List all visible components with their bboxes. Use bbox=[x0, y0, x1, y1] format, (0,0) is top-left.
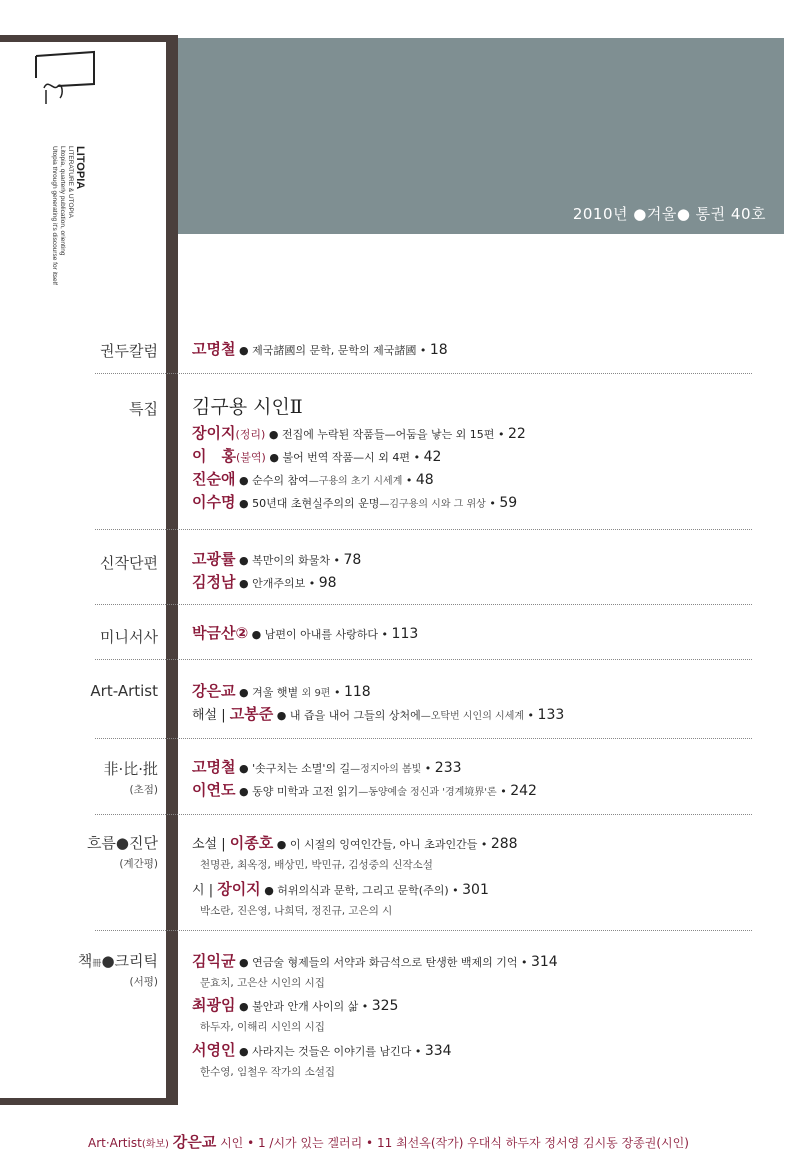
header-color-block bbox=[178, 38, 784, 234]
toc-entry[interactable]: 고명철 ● '솟구치는 소멸'의 길—정지아의 봄빛 • 233 bbox=[192, 758, 462, 776]
criticism-label-text: 非·比·批 bbox=[103, 760, 158, 778]
logo-name: LITOPIA bbox=[74, 146, 86, 190]
toc-note: 천명관, 최옥정, 배상민, 박민규, 김성중의 신작소설 bbox=[200, 859, 433, 871]
toc-entry[interactable]: 이수명 ● 50년대 초현실주의의 운명—김구용의 시와 그 위상 • 59 bbox=[192, 493, 518, 511]
toc-entry[interactable]: 이 홍(불역) ● 불어 번역 작품—시 외 4편 • 42 bbox=[192, 447, 442, 465]
toc-entry[interactable]: 해설 | 고봉준 ● 내 즙을 내어 그들의 상처에—오탁번 시인의 시세계 • 133 bbox=[192, 705, 565, 723]
section-label-book-critique bbox=[78, 950, 158, 989]
toc-note: 하두자, 이해리 시인의 시집 bbox=[200, 1021, 325, 1033]
toc-entry[interactable]: 진순애 ● 순수의 참여—구용의 초기 시세계 • 48 bbox=[192, 470, 434, 488]
section-label-art-artist: Art-Artist bbox=[90, 682, 158, 700]
section-label-column: 권두칼럼 bbox=[100, 342, 158, 360]
section-label-short-story: 신작단편 bbox=[100, 554, 158, 572]
toc-entry[interactable]: 박금산② ● 남편이 아내를 사랑하다 • 113 bbox=[192, 624, 419, 642]
toc-entry[interactable]: 이연도 ● 동양 미학과 고전 읽기—동양예술 정신과 '경계境界'론 • 242 bbox=[192, 781, 537, 799]
toc-entry[interactable]: 고광률 ● 복만이의 화물차 • 78 bbox=[192, 550, 362, 568]
toc-note: 박소란, 진은영, 나희덕, 정진규, 고은의 시 bbox=[200, 905, 393, 917]
toc-entry[interactable]: 고명철 ● 제국諸國의 문학, 문학의 제국諸國 • 18 bbox=[192, 340, 448, 358]
toc-entry[interactable]: 소설 | 이종호 ● 이 시절의 잉여인간들, 아니 초과인간들 • 288 bbox=[192, 834, 518, 852]
footer-art-paren: (화보) bbox=[141, 1139, 169, 1150]
toc-entry[interactable]: 김정남 ● 안개주의보 • 98 bbox=[192, 573, 337, 591]
logo-line-2: Litopia, quarterly publication, orienting bbox=[59, 146, 66, 256]
section-label-flow bbox=[87, 832, 158, 871]
section-label-mini-epic: 미니서사 bbox=[100, 628, 158, 646]
section-divider bbox=[95, 930, 752, 931]
criticism-sub: (초점) bbox=[129, 784, 158, 796]
toc-entry[interactable]: 강은교 ● 겨울 햇볕 외 9편 • 118 bbox=[192, 682, 371, 700]
toc-entry[interactable]: 장이지(정리) ● 전집에 누락된 작품들—어둠을 낳는 외 15편 • 22 bbox=[192, 424, 526, 442]
footer-poet-role: 시인 • 1 / bbox=[220, 1136, 274, 1150]
logo-line-3: Utopia through generating it's discourse for itself bbox=[51, 146, 58, 285]
logo-frame-icon bbox=[24, 48, 104, 108]
toc-entry[interactable]: 시 | 장이지 ● 허위의식과 문학, 그리고 문학(주의) • 301 bbox=[192, 880, 489, 898]
frame-top-bar bbox=[0, 35, 178, 42]
frame-bottom-bar bbox=[0, 1098, 178, 1105]
book-label-b: ●크리틱 bbox=[101, 952, 158, 970]
issue-info: 2010년 ●겨울● 통권 40호 bbox=[572, 205, 766, 223]
logo-line-1: LITERATURE & UTOPIA bbox=[67, 146, 74, 218]
flow-label-text: 흐름●진단 bbox=[86, 834, 158, 852]
footer-artists: 최선옥(작가) 우대식 하두자 정서영 김시동 장종권(시인) bbox=[396, 1136, 689, 1150]
section-divider bbox=[95, 529, 752, 530]
footer-poet: 강은교 bbox=[172, 1133, 217, 1151]
section-label-feature: 특집 bbox=[129, 400, 158, 418]
logo-text bbox=[50, 146, 86, 285]
feature-title: 김구용 시인Ⅱ bbox=[192, 396, 303, 418]
litopia-logo bbox=[24, 48, 144, 285]
toc-entry[interactable]: 서영인 ● 사라지는 것들은 이야기를 남긴다 • 334 bbox=[192, 1041, 452, 1059]
toc-note: 문효치, 고은산 시인의 시집 bbox=[200, 977, 325, 989]
toc-note: 한수영, 임철우 작가의 소설집 bbox=[200, 1066, 336, 1078]
section-label-criticism bbox=[103, 758, 158, 797]
section-divider bbox=[95, 373, 752, 374]
book-label-mid: 冊 bbox=[92, 959, 102, 969]
book-critique-sub: (서평) bbox=[129, 976, 158, 988]
footer-credits bbox=[88, 1131, 689, 1152]
section-divider bbox=[95, 659, 752, 660]
book-label-a: 책 bbox=[77, 952, 93, 970]
footer-art-artist: Art·Artist bbox=[88, 1136, 142, 1150]
section-divider bbox=[95, 604, 752, 605]
section-divider bbox=[95, 738, 752, 739]
section-divider bbox=[95, 814, 752, 815]
toc-entry[interactable]: 최광임 ● 불안과 안개 사이의 삶 • 325 bbox=[192, 996, 399, 1014]
flow-sub: (계간평) bbox=[119, 858, 158, 870]
toc-entry[interactable]: 김익균 ● 연금술 형제들의 서약과 화금석으로 탄생한 백제의 기억 • 314 bbox=[192, 952, 558, 970]
frame-vertical-bar bbox=[166, 35, 178, 1105]
footer-gallery: 시가 있는 겔러리 • 11 bbox=[273, 1136, 393, 1150]
